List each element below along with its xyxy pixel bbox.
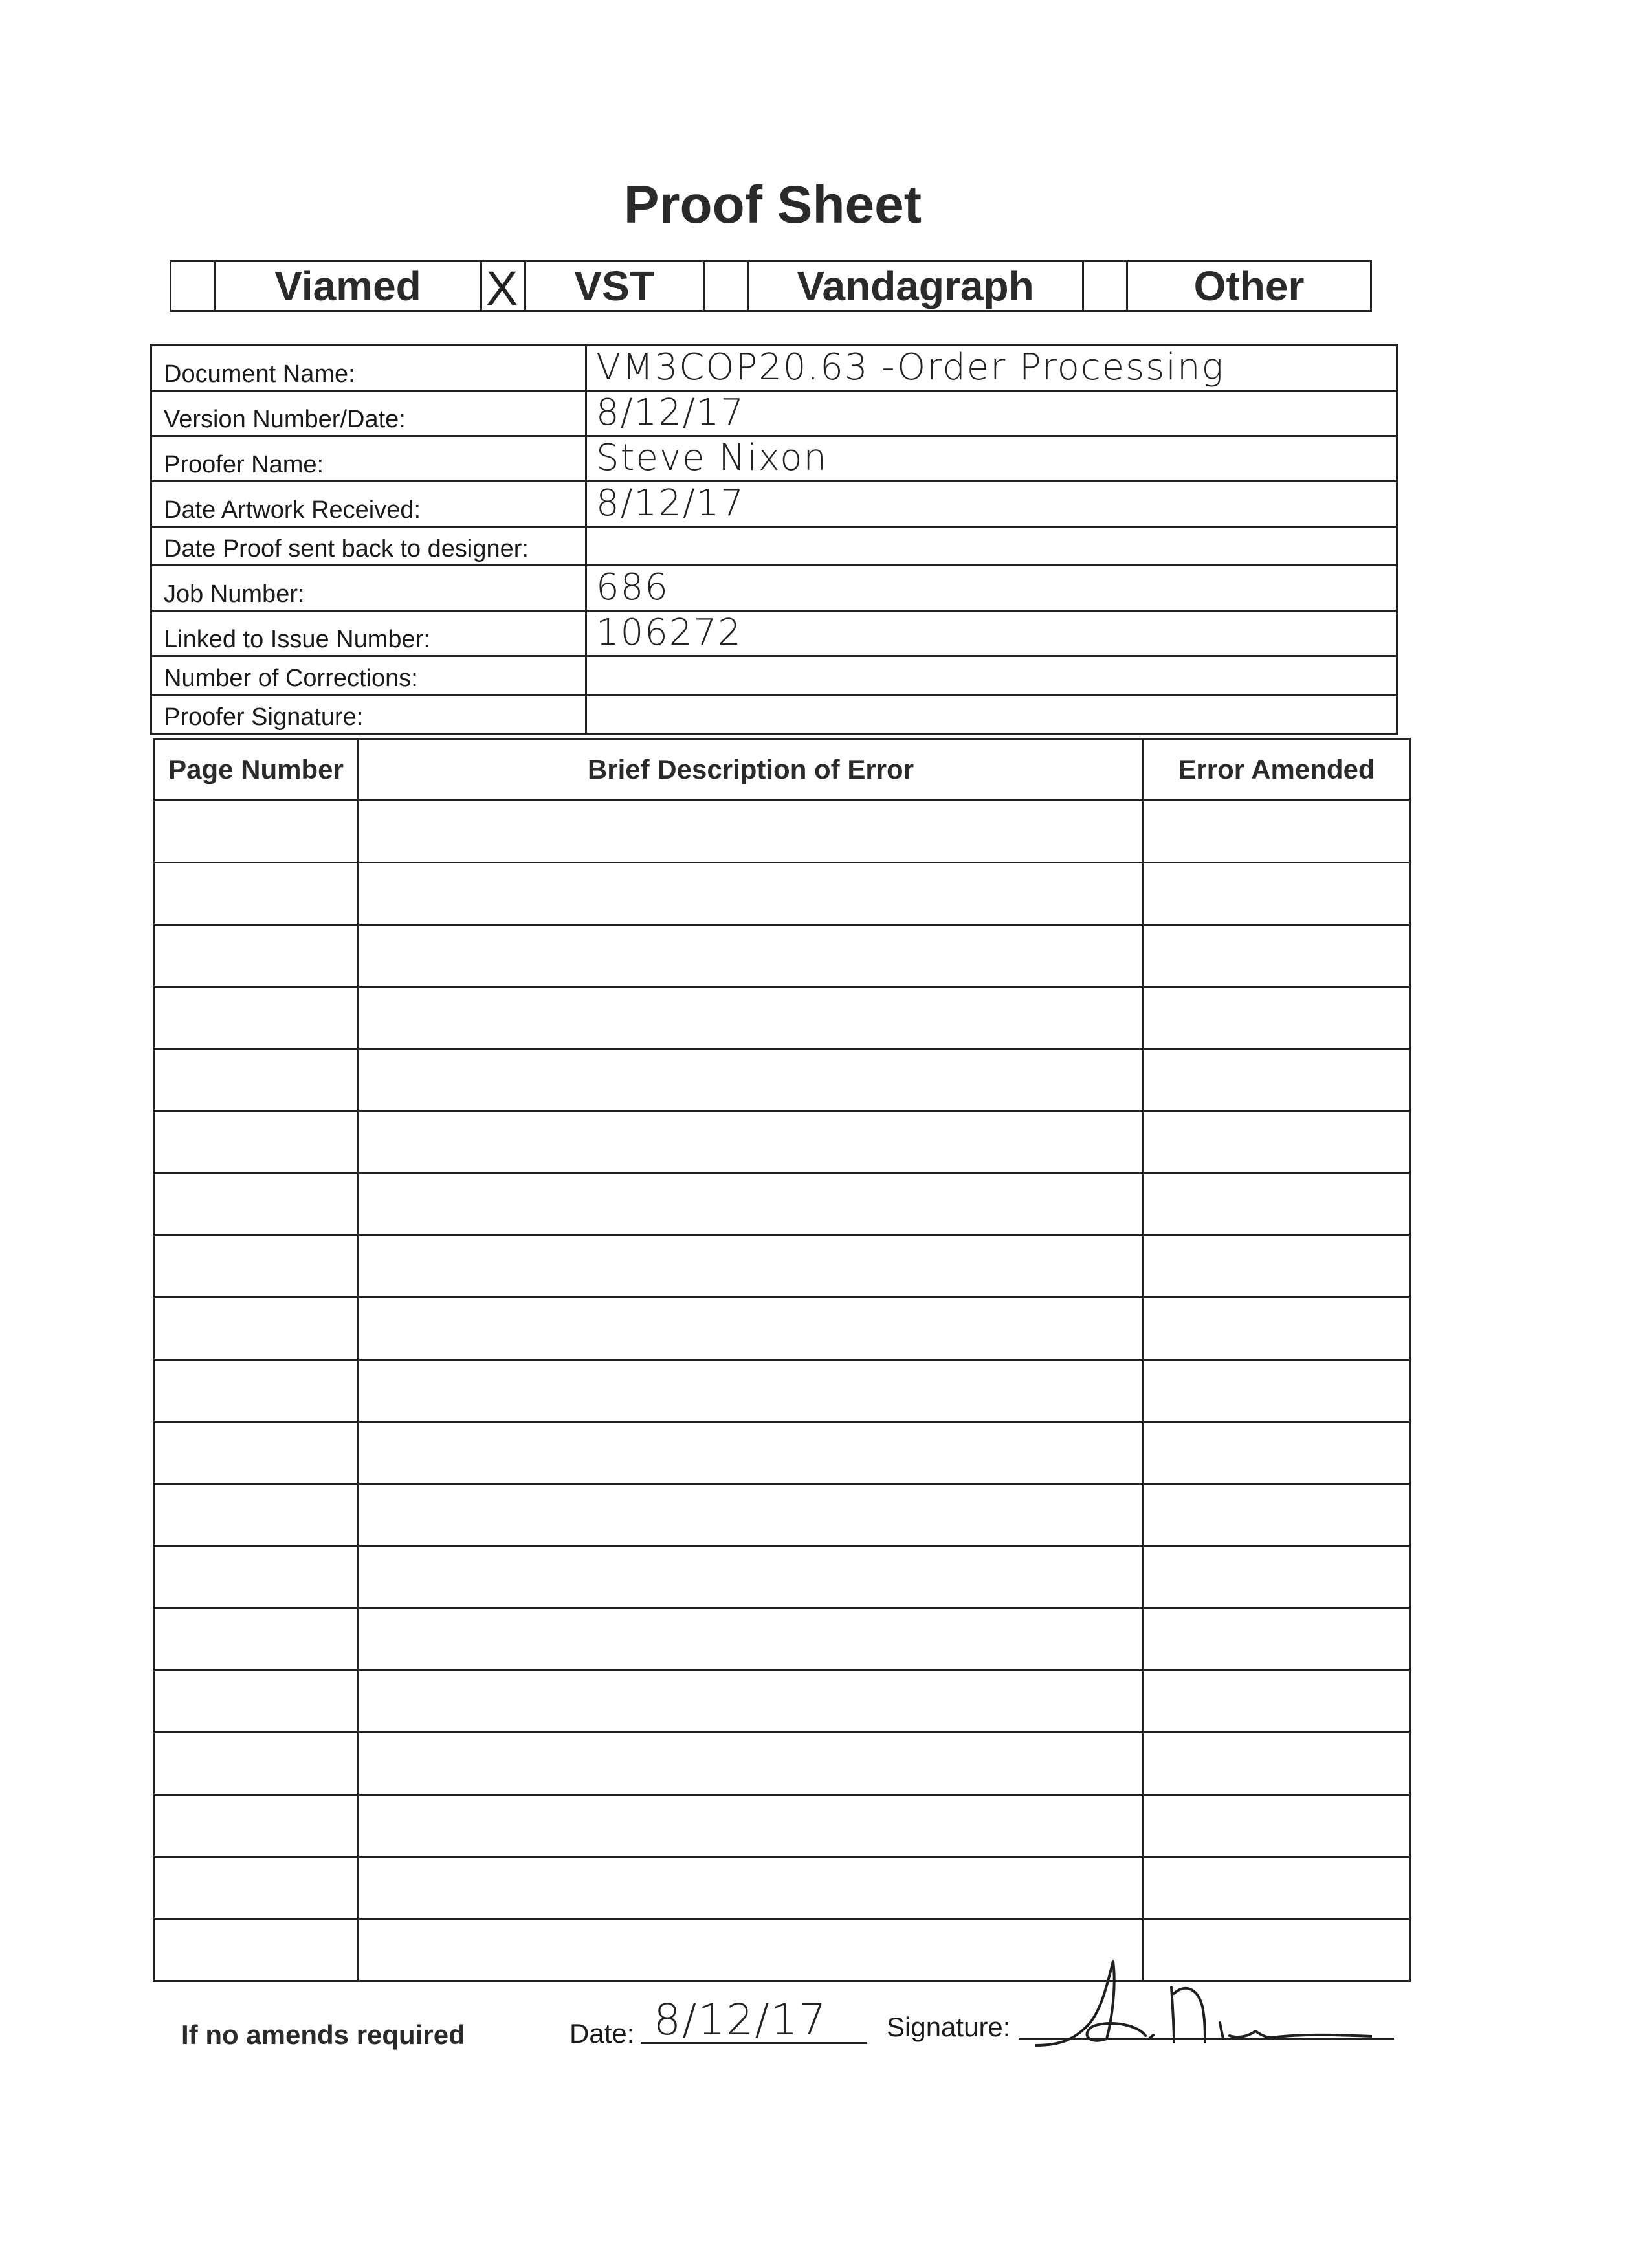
page-number-cell[interactable] — [154, 1857, 359, 1919]
company-selection-bar — [170, 260, 1372, 315]
info-value-field[interactable]: 106272 — [586, 611, 1397, 656]
table-row — [154, 1049, 1410, 1111]
table-row — [154, 1546, 1410, 1608]
no-amends-label: If no amends required — [181, 2019, 465, 2050]
error-amended-cell[interactable] — [1144, 1484, 1410, 1546]
table-row — [154, 1111, 1410, 1173]
description-cell[interactable] — [359, 925, 1144, 987]
page-number-cell[interactable] — [154, 1484, 359, 1546]
page-number-cell[interactable] — [154, 1795, 359, 1857]
info-label: Date Artwork Received: — [151, 482, 586, 527]
error-amended-cell[interactable] — [1144, 1111, 1410, 1173]
error-amended-cell[interactable] — [1144, 863, 1410, 925]
info-row — [151, 527, 1397, 566]
vst-checkbox[interactable] — [482, 261, 526, 315]
error-amended-cell[interactable] — [1144, 1049, 1410, 1111]
description-cell[interactable] — [359, 1236, 1144, 1298]
page-number-cell[interactable] — [154, 1671, 359, 1733]
page-number-cell[interactable] — [154, 863, 359, 925]
page-number-cell[interactable] — [154, 1298, 359, 1360]
page-title: Proof Sheet — [623, 175, 922, 234]
table-row — [154, 1298, 1410, 1360]
page-number-cell[interactable] — [154, 1049, 359, 1111]
info-label: Linked to Issue Number: — [151, 611, 586, 656]
info-row — [151, 611, 1397, 656]
table-row — [154, 863, 1410, 925]
error-amended-cell[interactable] — [1144, 1422, 1410, 1484]
info-label: Date Proof sent back to designer: — [151, 527, 586, 566]
error-amended-cell[interactable] — [1144, 1360, 1410, 1422]
table-row — [154, 801, 1410, 863]
info-label: Number of Corrections: — [151, 656, 586, 695]
info-value-field[interactable] — [586, 527, 1397, 566]
table-row — [154, 1857, 1410, 1919]
viamed-checkbox[interactable] — [171, 262, 216, 310]
info-value-field[interactable]: 8/12/17 — [586, 482, 1397, 527]
page-number-cell[interactable] — [154, 1173, 359, 1236]
info-row — [151, 656, 1397, 695]
page-number-cell[interactable] — [154, 1733, 359, 1795]
table-row — [154, 925, 1410, 987]
header-description: Brief Description of Error — [359, 739, 1144, 801]
error-amended-cell[interactable] — [1144, 1546, 1410, 1608]
table-row — [154, 1608, 1410, 1671]
error-amended-cell[interactable] — [1144, 1608, 1410, 1671]
table-row — [154, 1733, 1410, 1795]
company-option-vst: VST — [526, 262, 705, 310]
error-amended-cell[interactable] — [1144, 925, 1410, 987]
vandagraph-checkbox[interactable] — [705, 262, 749, 310]
table-row — [154, 1173, 1410, 1236]
description-cell[interactable] — [359, 1671, 1144, 1733]
company-option-viamed: Viamed — [216, 262, 482, 310]
error-log-table — [153, 738, 1411, 1982]
page-number-cell[interactable] — [154, 1111, 359, 1173]
info-row — [151, 482, 1397, 527]
table-row — [154, 1422, 1410, 1484]
description-cell[interactable] — [359, 1546, 1144, 1608]
description-cell[interactable] — [359, 1857, 1144, 1919]
info-row — [151, 436, 1397, 482]
description-cell[interactable] — [359, 1795, 1144, 1857]
company-option-vandagraph: Vandagraph — [749, 262, 1084, 310]
description-cell[interactable] — [359, 1733, 1144, 1795]
error-amended-cell[interactable] — [1144, 801, 1410, 863]
footer-signature-label: Signature: — [887, 2012, 1011, 2042]
handwritten-signature — [1035, 1948, 1372, 2058]
error-amended-cell[interactable] — [1144, 1671, 1410, 1733]
company-option-other: Other — [1193, 263, 1305, 309]
error-amended-cell[interactable] — [1144, 1298, 1410, 1360]
error-amended-cell[interactable] — [1144, 987, 1410, 1049]
description-cell[interactable] — [359, 1111, 1144, 1173]
footer-date-value: 8/12/17 — [654, 1995, 828, 2045]
info-label: Proofer Signature: — [151, 695, 586, 734]
info-value-field[interactable]: 8/12/17 — [586, 391, 1397, 436]
table-row — [154, 1795, 1410, 1857]
page-number-cell[interactable] — [154, 987, 359, 1049]
error-amended-cell[interactable] — [1144, 1733, 1410, 1795]
description-cell[interactable] — [359, 1422, 1144, 1484]
selection-mark: X — [486, 261, 518, 315]
description-cell[interactable] — [359, 1484, 1144, 1546]
description-cell[interactable] — [359, 987, 1144, 1049]
description-cell[interactable] — [359, 1173, 1144, 1236]
page-number-cell[interactable] — [154, 1919, 359, 1981]
description-cell[interactable] — [359, 863, 1144, 925]
page-number-cell[interactable] — [154, 1422, 359, 1484]
error-amended-cell[interactable] — [1144, 1795, 1410, 1857]
page-number-cell[interactable] — [154, 925, 359, 987]
table-row — [154, 987, 1410, 1049]
info-value-field[interactable] — [586, 656, 1397, 695]
table-row — [154, 1236, 1410, 1298]
table-row — [154, 1671, 1410, 1733]
description-cell[interactable] — [359, 1608, 1144, 1671]
info-row — [151, 346, 1397, 391]
description-cell[interactable] — [359, 1919, 1144, 1981]
info-label: Job Number: — [151, 566, 586, 611]
error-amended-cell[interactable] — [1144, 1857, 1410, 1919]
table-row — [154, 1484, 1410, 1546]
error-amended-cell[interactable] — [1144, 1236, 1410, 1298]
page-number-cell[interactable] — [154, 1608, 359, 1671]
footer-date-label: Date: — [569, 2018, 635, 2049]
info-label: Document Name: — [151, 346, 586, 391]
table-row — [154, 1360, 1410, 1422]
info-value-field[interactable]: VM3COP20.63 -Order Processing — [586, 346, 1397, 391]
description-cell[interactable] — [359, 1298, 1144, 1360]
page-number-cell[interactable] — [154, 801, 359, 863]
page-number-cell[interactable] — [154, 1360, 359, 1422]
info-row — [151, 695, 1397, 734]
header-page-number: Page Number — [154, 739, 359, 801]
page-number-cell[interactable] — [154, 1546, 359, 1608]
info-value-field[interactable]: Steve Nixon — [586, 436, 1397, 482]
info-label: Proofer Name: — [151, 436, 586, 482]
description-cell[interactable] — [359, 1049, 1144, 1111]
description-cell[interactable] — [359, 1360, 1144, 1422]
info-value-field[interactable] — [586, 695, 1397, 734]
page-number-cell[interactable] — [154, 1236, 359, 1298]
description-cell[interactable] — [359, 801, 1144, 863]
other-checkbox[interactable] — [1084, 262, 1128, 310]
header-error-amended: Error Amended — [1144, 739, 1410, 801]
error-amended-cell[interactable] — [1144, 1173, 1410, 1236]
error-table-header — [154, 739, 1410, 801]
info-value-field[interactable]: 686 — [586, 566, 1397, 611]
info-label: Version Number/Date: — [151, 391, 586, 436]
document-info-table — [150, 344, 1398, 735]
info-row — [151, 566, 1397, 611]
info-row — [151, 391, 1397, 436]
